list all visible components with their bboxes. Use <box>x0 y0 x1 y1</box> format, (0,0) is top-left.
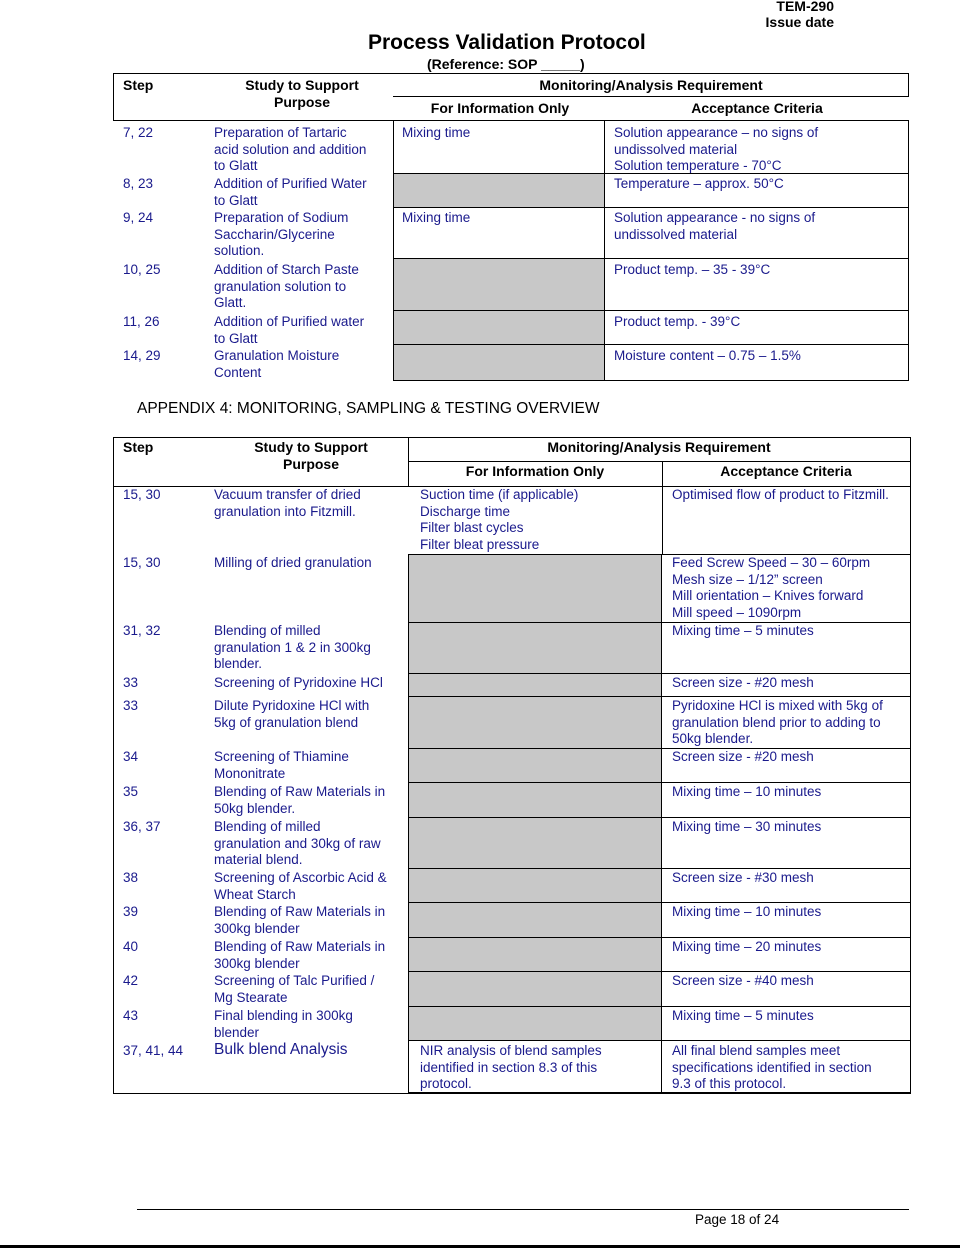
step-cell: 10, 25 <box>123 262 161 277</box>
step-cell: 14, 29 <box>123 348 161 363</box>
accept-cell: Mixing time – 10 minutes <box>672 784 822 799</box>
doc-code: TEM-290 <box>776 0 834 14</box>
sop-reference: (Reference: SOP _____) <box>427 56 585 72</box>
accept-cell: Mixing time – 5 minutes <box>672 1008 814 1023</box>
accept-cell: Product temp. – 35 - 39°C <box>614 262 771 277</box>
step-cell: 43 <box>123 1008 139 1023</box>
t1-header-accept: Acceptance Criteria <box>691 100 823 116</box>
step-cell: 9, 24 <box>123 210 154 225</box>
step-cell: 37, 41, 44 <box>123 1043 184 1058</box>
step-cell: 7, 22 <box>123 125 154 140</box>
step-cell: 40 <box>123 939 139 954</box>
study-cell: Granulation Moisture Content <box>214 348 340 380</box>
study-cell: Final blending in 300kg blender <box>214 1008 353 1040</box>
accept-cell: Screen size - #40 mesh <box>672 973 814 988</box>
accept-cell: Solution appearance – no signs of undissolved material Solution temperature - 70°C <box>614 125 819 173</box>
step-cell: 35 <box>123 784 139 799</box>
study-cell: Screening of Talc Purified / Mg Stearate <box>214 973 375 1005</box>
accept-cell: Screen size - #30 mesh <box>672 870 814 885</box>
issue-date-label: Issue date <box>765 14 834 30</box>
step-cell: 38 <box>123 870 139 885</box>
study-cell: Addition of Purified water to Glatt <box>214 314 365 346</box>
step-cell: 39 <box>123 904 139 919</box>
study-cell: Preparation of Tartaric acid solution and addition to Glatt <box>214 125 367 173</box>
study-cell: Blending of milled granulation 1 & 2 in 300kg blender. <box>214 623 371 671</box>
study-cell: Blending of milled granulation and 30kg of raw material blend. <box>214 819 381 867</box>
accept-cell: Solution appearance - no signs of undissolved material <box>614 210 816 242</box>
accept-cell: Temperature – approx. 50°C <box>614 176 784 191</box>
accept-cell: Feed Screw Speed – 30 – 60rpm Mesh size – 1/12” screen Mill orientation – Knives forward Mill speed – 1090rpm <box>672 555 871 620</box>
study-cell: Preparation of Sodium Saccharin/Glycerine solution. <box>214 210 349 258</box>
step-cell: 15, 30 <box>123 487 161 502</box>
appendix-heading: APPENDIX 4: MONITORING, SAMPLING & TESTING OVERVIEW <box>137 400 600 417</box>
t2-header-study: Study to Support Purpose <box>254 439 368 472</box>
t2-header-step: Step <box>123 439 154 455</box>
accept-cell: Pyridoxine HCl is mixed with 5kg of granulation blend prior to adding to 50kg blender. <box>672 698 883 746</box>
t1-header-monitoring: Monitoring/Analysis Requirement <box>539 77 763 93</box>
study-cell: Screening of Thiamine Mononitrate <box>214 749 349 781</box>
accept-cell: Mixing time – 20 minutes <box>672 939 822 954</box>
t1-header-step: Step <box>123 77 154 93</box>
table2-monitor-grid <box>408 554 911 1093</box>
step-cell: 33 <box>123 675 139 690</box>
study-cell: Addition of Starch Paste granulation solution to Glatt. <box>214 262 359 310</box>
t2-header-info: For Information Only <box>465 463 605 479</box>
accept-cell: Moisture content – 0.75 – 1.5% <box>614 348 801 363</box>
accept-cell: Mixing time – 30 minutes <box>672 819 822 834</box>
accept-cell: Optimised flow of product to Fitzmill. <box>672 487 889 502</box>
study-cell: Milling of dried granulation <box>214 555 372 570</box>
step-cell: 36, 37 <box>123 819 161 834</box>
accept-cell: Mixing time – 10 minutes <box>672 904 822 919</box>
study-cell: Dilute Pyridoxine HCl with 5kg of granulation blend <box>214 698 370 730</box>
info-cell: NIR analysis of blend samples identified in section 8.3 of this protocol. <box>420 1043 602 1091</box>
step-cell: 34 <box>123 749 139 764</box>
step-cell: 8, 23 <box>123 176 154 191</box>
t1-header-study: Study to Support Purpose <box>245 77 359 110</box>
page-number: Page 18 of 24 <box>695 1212 780 1227</box>
info-cell: Mixing time <box>402 125 471 140</box>
study-cell: Blending of Raw Materials in 300kg blender <box>214 939 386 971</box>
study-cell: Blending of Raw Materials in 50kg blender. <box>214 784 386 816</box>
accept-cell: All final blend samples meet specifications identified in section 9.3 of this protocol. <box>672 1043 872 1091</box>
step-cell: 15, 30 <box>123 555 161 570</box>
study-cell: Bulk blend Analysis <box>214 1041 348 1058</box>
study-cell: Screening of Pyridoxine HCl <box>214 675 383 690</box>
study-cell: Blending of Raw Materials in 300kg blender <box>214 904 386 936</box>
study-cell: Addition of Purified Water to Glatt <box>214 176 367 208</box>
step-cell: 33 <box>123 698 139 713</box>
step-cell: 42 <box>123 973 139 988</box>
study-cell: Screening of Ascorbic Acid & Wheat Starch <box>214 870 387 902</box>
info-cell: Suction time (if applicable) Discharge time Filter blast cycles Filter bleat pressure <box>420 487 579 552</box>
bottom-rule <box>0 1245 960 1248</box>
page-title: Process Validation Protocol <box>368 31 646 54</box>
accept-cell: Screen size - #20 mesh <box>672 749 814 764</box>
accept-cell: Mixing time – 5 minutes <box>672 623 814 638</box>
t2-header-accept: Acceptance Criteria <box>720 463 852 479</box>
info-cell: Mixing time <box>402 210 471 225</box>
study-cell: Vacuum transfer of dried granulation into Fitzmill. <box>214 487 361 519</box>
t2-header-monitoring: Monitoring/Analysis Requirement <box>547 439 771 455</box>
step-cell: 11, 26 <box>123 314 160 329</box>
accept-cell: Screen size - #20 mesh <box>672 675 814 690</box>
accept-cell: Product temp. - 39°C <box>614 314 741 329</box>
footer-rule <box>137 1209 909 1210</box>
step-cell: 31, 32 <box>123 623 161 638</box>
t1-header-info: For Information Only <box>430 100 570 116</box>
